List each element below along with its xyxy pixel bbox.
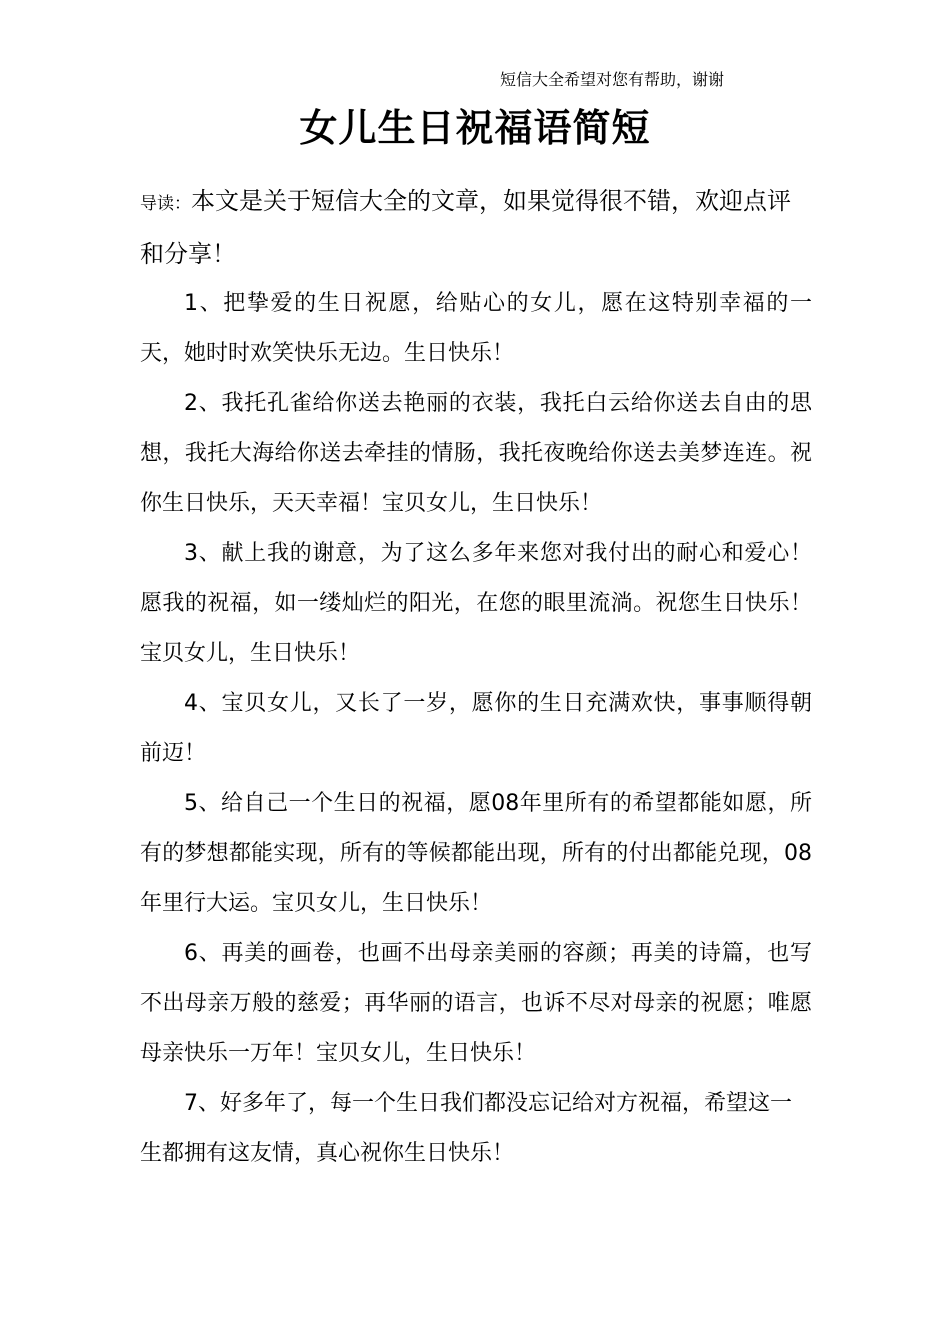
wish-item-2: 2、我托孔雀给你送去艳丽的衣装，我托白云给你送去自由的思想，我托大海给你送去牵挂的情肠，我托夜晚给你送去美梦连连。祝你生日快乐，天天幸福！宝贝女儿，生日快乐！ — [140, 391, 812, 516]
page-title: 女儿生日祝福语简短 — [299, 106, 651, 150]
wish-item-6: 6、再美的画卷，也画不出母亲美丽的容颜；再美的诗篇，也写不出母亲万般的慈爱；再华丽的语言，也诉不尽对母亲的祝愿；唯愿母亲快乐一万年！宝贝女儿，生日快乐！ — [140, 941, 812, 1066]
wish-item-5: 5、给自己一个生日的祝福，愿08年里所有的希望都能如愿，所有的梦想都能实现，所有的等候都能出现，所有的付出都能兑现，08年里行大运。宝贝女儿，生日快乐！ — [140, 791, 812, 916]
closing-line: 生都拥有这友情，真心祝你生日快乐！ — [140, 1141, 515, 1166]
wish-item-4: 4、宝贝女儿，又长了一岁，愿你的生日充满欢快，事事顺得朝前迈！ — [140, 691, 812, 766]
wish-item-3: 3、献上我的谢意，为了这么多年来您对我付出的耐心和爱心！愿我的祝福，如一缕灿烂的阳光，在您的眼里流淌。祝您生日快乐！宝贝女儿，生日快乐！ — [140, 541, 812, 666]
wish-item-1: 1、把挚爱的生日祝愿，给贴心的女儿，愿在这特别幸福的一天，她时时欢笑快乐无边。生日快乐！ — [140, 291, 812, 366]
intro-text: 本文是关于短信大全的文章，如果觉得很不错，欢迎点评和分享！ — [140, 187, 791, 268]
intro-paragraph — [140, 176, 812, 279]
wish-item-7: 7、好多年了，每一个生日我们都没忘记给对方祝福，希望这一 — [184, 1091, 792, 1116]
article-body — [140, 176, 812, 1179]
intro-lead: 导读： — [140, 194, 191, 214]
header-note: 短信大全希望对您有帮助，谢谢 — [500, 70, 725, 89]
